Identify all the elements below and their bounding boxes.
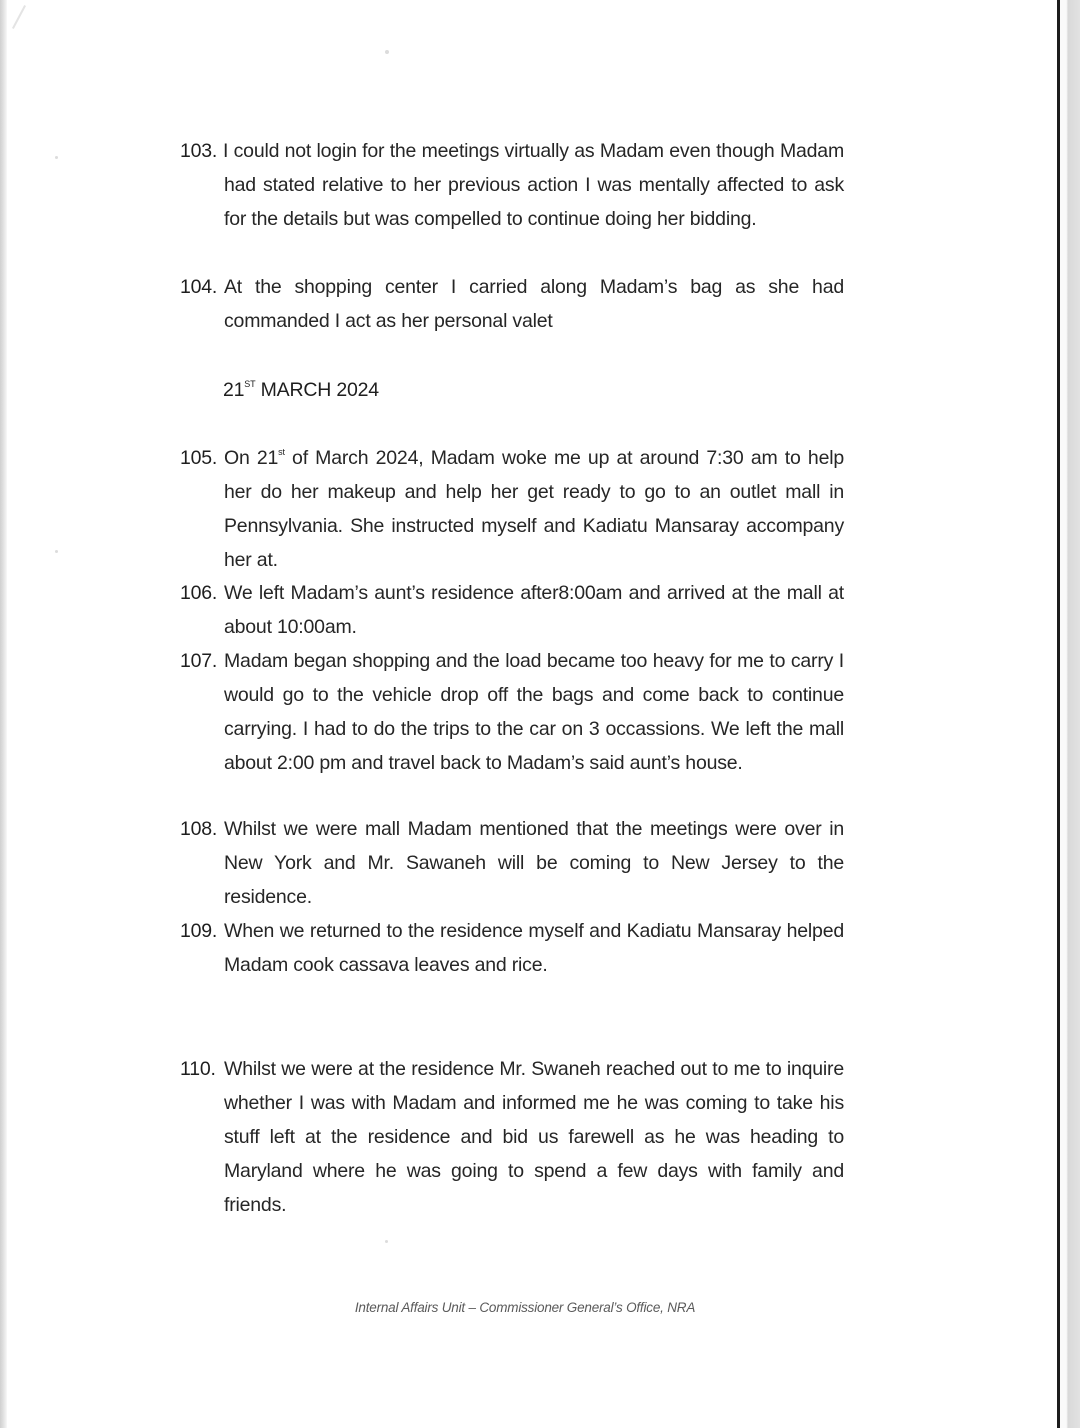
paragraph-106 xyxy=(180,576,844,644)
paragraph-107 xyxy=(180,644,844,780)
paragraph-text: When we returned to the residence myself and Kadiatu Mansaray helped Madam cook cassava leaves and rice. xyxy=(224,920,844,976)
paragraph-number: 108. xyxy=(180,818,218,840)
paragraph-text: We left Madam’s aunt’s residence after8:00am and arrived at the mall at about 10:00am. xyxy=(224,582,844,638)
ordinal-suffix: st xyxy=(278,447,285,457)
paragraph-number: 103. xyxy=(180,140,218,162)
paragraph-text-start: On 21 xyxy=(224,447,279,469)
paragraph-text: Whilst we were at the residence Mr. Swaneh reached out to me to inquire whether I was with Madam and informed me he was coming to take his stuff left at the residence and bid us farewell as he was heading to Maryland where he was going to spend a few days with family and friends. xyxy=(224,1058,844,1216)
paragraph-number: 104. xyxy=(180,276,218,298)
paragraph-number: 105. xyxy=(180,447,218,469)
heading-ordinal-suffix: ST xyxy=(244,379,256,389)
paragraph-text: I could not login for the meetings virtually as Madam even though Madam had stated relative to her previous action I was mentally affected to ask for the details but was compelled to continue doing her bidding. xyxy=(223,140,844,230)
paragraph-text xyxy=(224,441,844,577)
paragraph-103 xyxy=(180,134,844,236)
paragraph-text: Madam began shopping and the load became too heavy for me to carry I would go to the vehicle drop off the bags and come back to continue carrying. I had to do the trips to the car on 3 occassions. We left the mall about 2:00 pm and travel back to Madam’s said aunt’s house. xyxy=(224,650,844,774)
paragraph-text-rest: of March 2024, Madam woke me up at around 7:30 am to help her do her makeup and help her get ready to go to an outlet mall in Pennsylvania. She instructed myself and Kadiatu Mansaray accompany her at. xyxy=(224,447,844,571)
paragraph-number: 110. xyxy=(180,1058,216,1080)
paragraph-109 xyxy=(180,914,844,982)
paragraph-number: 109. xyxy=(180,920,218,942)
paragraph-108 xyxy=(180,812,844,914)
paragraph-104 xyxy=(180,270,844,338)
heading-day: 21 xyxy=(223,379,245,401)
paragraph-110 xyxy=(180,1052,844,1222)
heading-month-year: MARCH 2024 xyxy=(255,379,379,401)
paragraph-text: Whilst we were mall Madam mentioned that the meetings were over in New York and Mr. Sawaneh will be coming to New Jersey to the residence. xyxy=(224,818,844,908)
paragraph-text: At the shopping center I carried along Madam’s bag as she had commanded I act as her personal valet xyxy=(224,276,844,332)
section-date-heading xyxy=(223,376,379,404)
paragraph-number: 107. xyxy=(180,650,218,672)
page-footer: Internal Affairs Unit – Commissioner General’s Office, NRA xyxy=(354,1300,696,1315)
paragraph-105 xyxy=(180,441,844,577)
paragraph-number: 106. xyxy=(180,582,218,604)
